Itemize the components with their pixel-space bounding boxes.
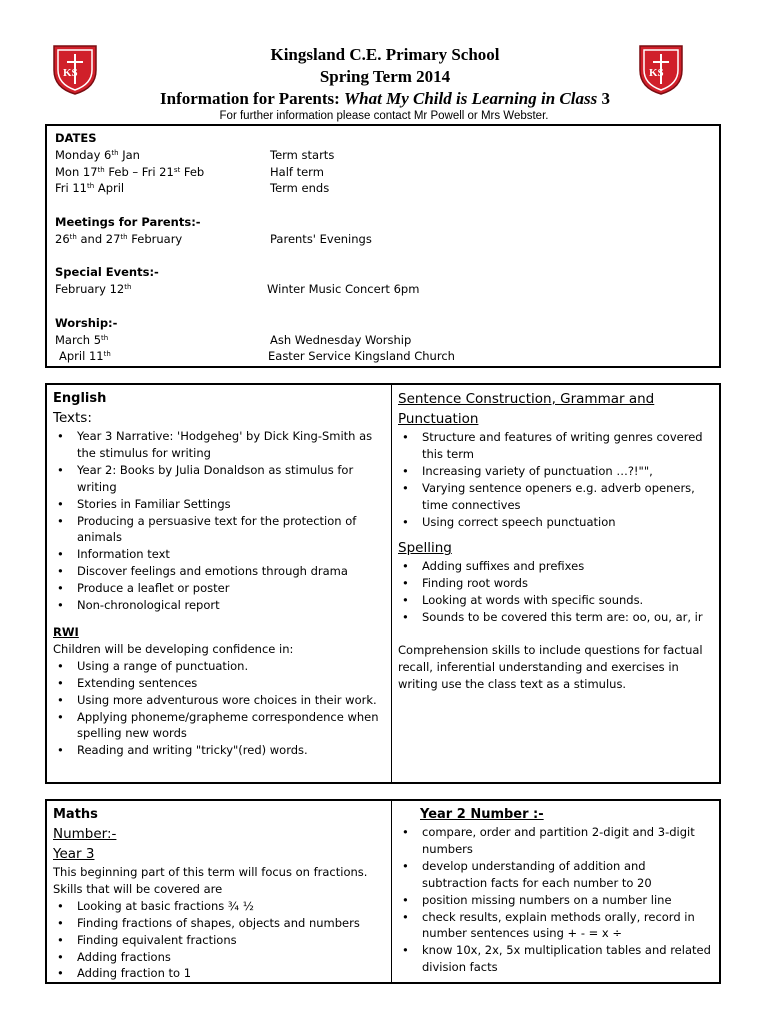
meetings-heading: Meetings for Parents:-: [55, 214, 201, 229]
list-item: • Adding fraction to 1: [53, 965, 385, 982]
contact-line: For further information please contact Mr Powell or Mrs Webster.: [219, 110, 549, 122]
list-item: • Using correct speech punctuation: [398, 514, 713, 531]
english-title: English: [53, 391, 107, 406]
list-item: • Non-chronological report: [53, 597, 385, 614]
list-item: • Information text: [53, 546, 385, 563]
rwi-heading: RWI: [53, 624, 79, 639]
meeting-row: 26th and 27th February Parents' Evenings: [55, 231, 372, 246]
texts-list: [53, 428, 385, 614]
school-name: Kingsland C.E. Primary School: [270, 45, 500, 64]
worship-row: April 11th Easter Service Kingsland Church: [59, 349, 455, 364]
year3-list: [53, 898, 385, 983]
list-item: • Extending sentences: [53, 675, 385, 692]
info-italic: What My Child is Learning in Class: [344, 89, 598, 108]
date-row: Fri 11th April Term ends: [55, 181, 330, 196]
list-item: • Produce a leaflet or poster: [53, 580, 385, 597]
maths-title: Maths: [53, 807, 98, 822]
list-item: • know 10x, 2x, 5x multiplication tables and related division facts: [398, 942, 713, 976]
list-item: • Increasing variety of punctuation …?!"",: [398, 463, 713, 480]
crest-letters: KS: [63, 67, 78, 79]
date-row: Mon 17th Feb – Fri 21st Feb Half term: [55, 164, 324, 179]
list-item: • Looking at words with specific sounds.: [398, 592, 713, 609]
list-item: • Varying sentence openers e.g. adverb openers, time connectives: [398, 480, 713, 514]
list-item: • Sounds to be covered this term are: oo, ou, ar, ir: [398, 609, 713, 626]
year2-list: [398, 824, 713, 976]
grammar-list: [398, 429, 713, 530]
crest-letters: KS: [649, 67, 664, 79]
list-item: • Finding root words: [398, 575, 713, 592]
year2-heading: Year 2 Number :-: [420, 807, 544, 822]
document-header: [90, 44, 680, 110]
term-title: Spring Term 2014: [319, 67, 451, 86]
maths-left-column: [47, 801, 392, 982]
list-item: • develop understanding of addition and subtraction facts for each number to 20: [398, 858, 713, 892]
list-item: • Year 2: Books by Julia Donaldson as stimulus for writing: [53, 462, 385, 496]
list-item: • position missing numbers on a number line: [398, 892, 713, 909]
grammar-heading: Sentence Construction, Grammar and Punctuation: [398, 391, 655, 427]
list-item: • Looking at basic fractions ¾ ½: [53, 898, 385, 915]
list-item: • Adding fractions: [53, 949, 385, 966]
info-title: [90, 88, 680, 110]
english-right-column: [392, 385, 719, 782]
english-left-column: [47, 385, 392, 782]
events-heading: Special Events:-: [55, 265, 159, 280]
date-row: Monday 6th Jan Term starts: [55, 147, 335, 162]
list-item: • Stories in Familiar Settings: [53, 496, 385, 513]
comprehension-text: Comprehension skills to include questions for factual recall, inferential understanding and exercises in writing use the class text as a stimulus.: [398, 643, 703, 691]
dates-heading: DATES: [55, 131, 97, 145]
dates-box: [45, 124, 721, 368]
list-item: • Finding equivalent fractions: [53, 932, 385, 949]
list-item: • Reading and writing "tricky"(red) words.: [53, 742, 385, 759]
english-box: [45, 383, 721, 784]
rwi-intro: Children will be developing confidence in:: [53, 641, 294, 656]
rwi-list: [53, 658, 385, 759]
list-item: • Using more adventurous wore choices in their work.: [53, 692, 385, 709]
event-row: February 12th Winter Music Concert 6pm: [55, 282, 420, 297]
year3-heading: Year 3: [53, 846, 95, 862]
number-heading: Number:-: [53, 826, 117, 842]
list-item: • Year 3 Narrative: 'Hodgeheg' by Dick King-Smith as the stimulus for writing: [53, 428, 385, 462]
spelling-list: [398, 558, 713, 626]
texts-heading: Texts:: [53, 410, 92, 426]
list-item: • Discover feelings and emotions through drama: [53, 563, 385, 580]
info-class: 3: [601, 89, 610, 108]
list-item: • Using a range of punctuation.: [53, 658, 385, 675]
list-item: • Producing a persuasive text for the protection of animals: [53, 513, 385, 547]
list-item: • check results, explain methods orally, record in number sentences using + - = x ÷: [398, 909, 713, 943]
year3-intro: This beginning part of this term will focus on fractions. Skills that will be covered are: [53, 865, 368, 896]
list-item: • compare, order and partition 2-digit and 3-digit numbers: [398, 824, 713, 858]
list-item: • Applying phoneme/grapheme correspondence when spelling new words: [53, 709, 385, 743]
spelling-heading: Spelling: [398, 540, 452, 557]
list-item: • Finding fractions of shapes, objects and numbers: [53, 915, 385, 932]
worship-heading: Worship:-: [55, 315, 118, 330]
list-item: • Adding suffixes and prefixes: [398, 558, 713, 575]
list-item: • Structure and features of writing genres covered this term: [398, 429, 713, 463]
maths-box: [45, 799, 721, 984]
info-prefix: Information for Parents:: [160, 89, 340, 108]
worship-row: March 5th Ash Wednesday Worship: [55, 332, 412, 347]
maths-right-column: [392, 801, 719, 982]
